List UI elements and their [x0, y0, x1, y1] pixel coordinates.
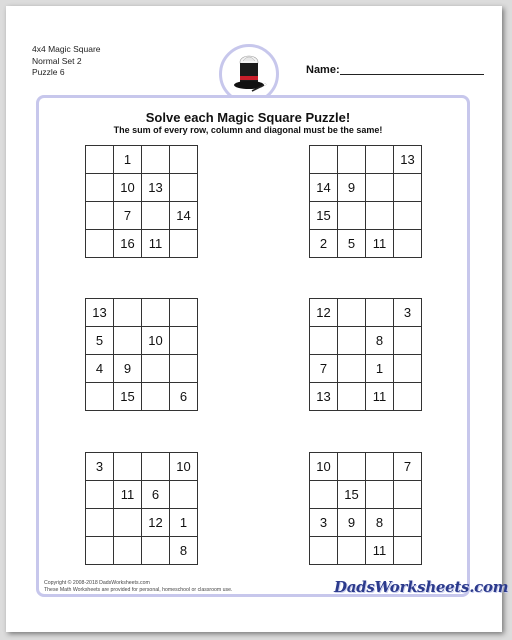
grid-cell[interactable] — [114, 327, 142, 355]
grid-cell[interactable]: 12 — [310, 299, 338, 327]
grid-row — [310, 146, 422, 174]
grid-cell[interactable] — [86, 174, 114, 202]
grid-cell[interactable]: 3 — [394, 299, 422, 327]
grid-cell[interactable]: 10 — [170, 453, 198, 481]
worksheet-puzzle-number: Puzzle 6 — [32, 67, 65, 77]
grid-cell[interactable]: 11 — [366, 383, 394, 411]
grid-cell[interactable]: 8 — [170, 537, 198, 565]
grid-row — [86, 383, 198, 411]
instructions-subtitle: The sum of every row, column and diagonal must be the same! — [113, 125, 383, 135]
grid-cell[interactable] — [338, 537, 366, 565]
grid-cell[interactable] — [142, 202, 170, 230]
grid-cell[interactable]: 15 — [114, 383, 142, 411]
worksheet-info — [32, 44, 101, 79]
grid-cell[interactable]: 13 — [310, 383, 338, 411]
magic-square-grid — [309, 452, 422, 565]
name-field-line[interactable] — [340, 74, 484, 75]
grid-cell[interactable] — [394, 383, 422, 411]
grid-cell[interactable] — [170, 299, 198, 327]
grid-cell[interactable]: 4 — [86, 355, 114, 383]
grid-cell[interactable] — [114, 537, 142, 565]
grid-row — [310, 509, 422, 537]
grid-cell[interactable]: 9 — [338, 509, 366, 537]
grid-cell[interactable]: 10 — [114, 174, 142, 202]
grid-cell[interactable] — [338, 383, 366, 411]
magic-square-grid — [85, 452, 198, 565]
grid-cell[interactable] — [86, 509, 114, 537]
grid-cell[interactable]: 11 — [114, 481, 142, 509]
grid-row — [86, 174, 198, 202]
grid-cell[interactable] — [394, 509, 422, 537]
grid-cell[interactable] — [338, 202, 366, 230]
grid-cell[interactable] — [394, 327, 422, 355]
grid-cell[interactable] — [310, 537, 338, 565]
grid-row — [86, 230, 198, 258]
grid-cell[interactable]: 14 — [170, 202, 198, 230]
grid-cell[interactable]: 7 — [114, 202, 142, 230]
grid-row — [86, 299, 198, 327]
grid-row — [310, 453, 422, 481]
grid-cell[interactable] — [338, 299, 366, 327]
grid-cell[interactable]: 16 — [114, 230, 142, 258]
grid-cell[interactable] — [338, 453, 366, 481]
grid-cell[interactable]: 6 — [142, 481, 170, 509]
grid-cell[interactable]: 13 — [394, 146, 422, 174]
grid-cell[interactable] — [366, 146, 394, 174]
grid-cell[interactable] — [366, 174, 394, 202]
grid-cell[interactable]: 1 — [114, 146, 142, 174]
grid-row — [86, 509, 198, 537]
grid-cell[interactable] — [142, 146, 170, 174]
magic-square-grid — [309, 298, 422, 411]
grid-cell[interactable]: 10 — [142, 327, 170, 355]
grid-cell[interactable] — [310, 481, 338, 509]
grid-cell[interactable] — [366, 453, 394, 481]
brand-logo: DadsWorksheets.com — [334, 578, 509, 596]
grid-cell[interactable] — [170, 481, 198, 509]
grid-row — [310, 481, 422, 509]
grid-cell[interactable] — [170, 230, 198, 258]
magic-square-grid — [309, 145, 422, 258]
grid-row — [86, 146, 198, 174]
grid-cell[interactable] — [86, 146, 114, 174]
grid-cell[interactable]: 11 — [142, 230, 170, 258]
grid-cell[interactable]: 3 — [86, 453, 114, 481]
grid-cell[interactable] — [338, 146, 366, 174]
grid-cell[interactable] — [338, 327, 366, 355]
worksheet-set: Normal Set 2 — [32, 55, 82, 66]
grid-cell[interactable] — [310, 327, 338, 355]
grid-row — [86, 481, 198, 509]
grid-cell[interactable]: 7 — [310, 355, 338, 383]
grid-row — [310, 537, 422, 565]
footer — [44, 580, 232, 594]
grid-cell[interactable] — [170, 355, 198, 383]
grid-cell[interactable]: 13 — [142, 174, 170, 202]
grid-cell[interactable]: 2 — [310, 230, 338, 258]
grid-cell[interactable] — [394, 537, 422, 565]
grid-cell[interactable] — [338, 355, 366, 383]
grid-cell[interactable]: 5 — [338, 230, 366, 258]
grid-cell[interactable]: 15 — [310, 202, 338, 230]
grid-cell[interactable]: 11 — [366, 537, 394, 565]
usage-notice: These Math Worksheets are provided for personal, homeschool or classroom use. — [44, 587, 233, 593]
grid-cell[interactable] — [142, 383, 170, 411]
grid-cell[interactable]: 7 — [394, 453, 422, 481]
grid-cell[interactable] — [310, 146, 338, 174]
grid-cell[interactable]: 1 — [366, 355, 394, 383]
grid-cell[interactable] — [114, 509, 142, 537]
grid-cell[interactable] — [142, 355, 170, 383]
grid-cell[interactable] — [86, 537, 114, 565]
grid-row — [86, 202, 198, 230]
grid-cell[interactable] — [170, 174, 198, 202]
grid-cell[interactable] — [394, 481, 422, 509]
grid-cell[interactable]: 9 — [338, 174, 366, 202]
grid-row — [86, 537, 198, 565]
grid-cell[interactable]: 5 — [86, 327, 114, 355]
magic-square-grid — [85, 145, 198, 258]
grid-cell[interactable] — [114, 299, 142, 327]
magic-hat-icon — [222, 47, 276, 101]
grid-cell[interactable]: 8 — [366, 509, 394, 537]
grid-cell[interactable]: 11 — [366, 230, 394, 258]
grid-cell[interactable] — [114, 453, 142, 481]
grid-row — [310, 355, 422, 383]
copyright-text: Copyright © 2008-2018 DadsWorksheets.com — [44, 580, 150, 586]
grid-row — [310, 299, 422, 327]
grid-cell[interactable]: 14 — [310, 174, 338, 202]
worksheet-title: 4x4 Magic Square — [32, 44, 101, 54]
grid-row — [86, 327, 198, 355]
grid-cell[interactable] — [394, 355, 422, 383]
grid-cell[interactable] — [142, 453, 170, 481]
grid-cell[interactable] — [394, 174, 422, 202]
grid-cell[interactable] — [170, 146, 198, 174]
magic-square-grid — [85, 298, 198, 411]
grid-cell[interactable] — [142, 299, 170, 327]
grid-row — [310, 174, 422, 202]
grid-cell[interactable] — [86, 383, 114, 411]
grid-cell[interactable]: 12 — [142, 509, 170, 537]
grid-cell[interactable]: 3 — [310, 509, 338, 537]
grid-cell[interactable] — [366, 202, 394, 230]
instructions-title: Solve each Magic Square Puzzle! — [145, 110, 351, 125]
grid-cell[interactable]: 1 — [170, 509, 198, 537]
grid-cell[interactable]: 6 — [170, 383, 198, 411]
grid-cell[interactable] — [142, 537, 170, 565]
grid-row — [310, 383, 422, 411]
grid-cell[interactable] — [86, 481, 114, 509]
grid-cell[interactable]: 8 — [366, 327, 394, 355]
name-label: Name: — [306, 64, 340, 76]
grid-cell[interactable] — [170, 327, 198, 355]
grid-cell[interactable]: 15 — [338, 481, 366, 509]
grid-cell[interactable] — [86, 202, 114, 230]
grid-row — [310, 230, 422, 258]
grid-row — [310, 327, 422, 355]
grid-cell[interactable]: 10 — [310, 453, 338, 481]
grid-row — [86, 355, 198, 383]
grid-cell[interactable] — [394, 230, 422, 258]
grid-cell[interactable] — [86, 230, 114, 258]
grid-cell[interactable] — [366, 481, 394, 509]
grid-cell[interactable]: 13 — [86, 299, 114, 327]
grid-cell[interactable] — [366, 299, 394, 327]
grid-row — [310, 202, 422, 230]
grid-row — [86, 453, 198, 481]
grid-cell[interactable]: 9 — [114, 355, 142, 383]
grid-cell[interactable] — [394, 202, 422, 230]
